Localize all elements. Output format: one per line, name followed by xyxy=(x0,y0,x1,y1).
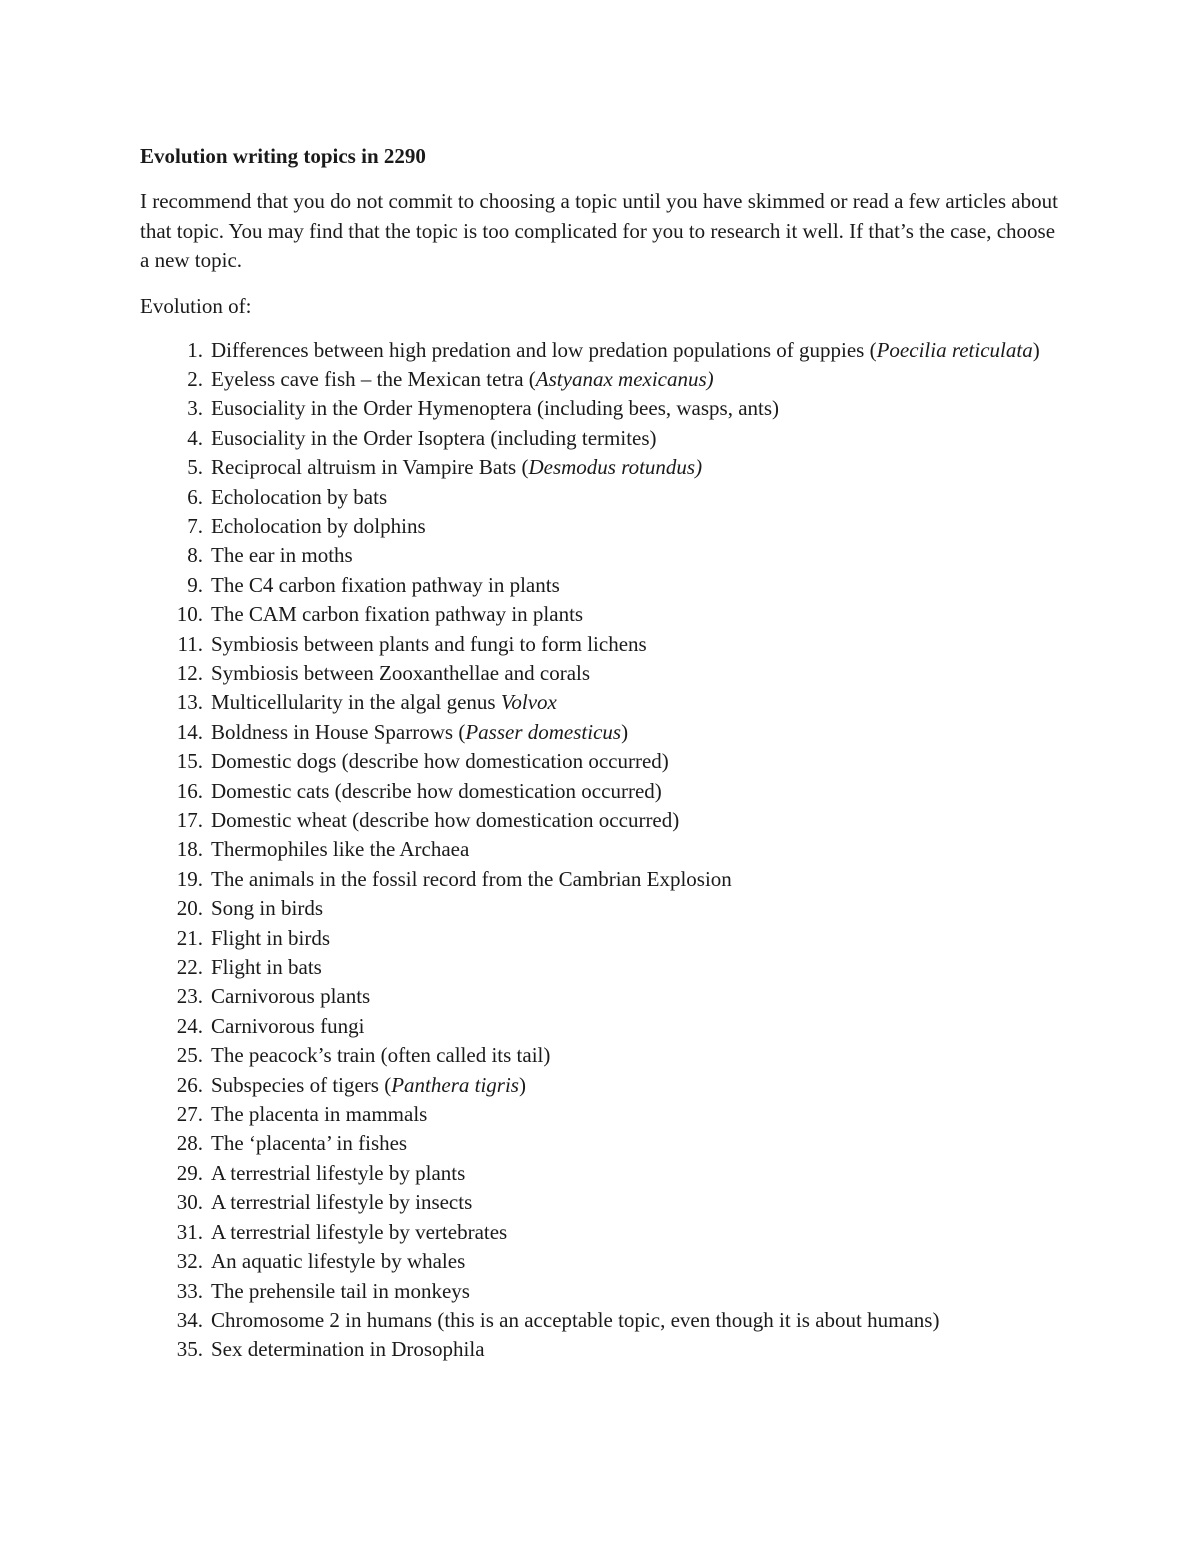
list-item-number: 15. xyxy=(176,749,203,774)
list-item-text: Domestic cats (describe how domestication occurred) xyxy=(211,778,662,803)
intro-paragraph: I recommend that you do not commit to choosing a topic until you have skimmed or read a few articles about that topic. You may find that the topic is too complicated for you to research it well. If that’s the case, choose a new topic. xyxy=(140,189,1058,272)
list-item-text: Domestic dogs (describe how domestication occurred) xyxy=(211,749,669,774)
list-item xyxy=(140,483,1060,512)
list-item xyxy=(140,424,1060,453)
list-item xyxy=(140,894,1060,923)
list-item-number: 13. xyxy=(176,690,203,715)
list-item-text: A terrestrial lifestyle by vertebrates xyxy=(211,1219,508,1244)
list-item-number: 34. xyxy=(176,1307,203,1332)
list-item xyxy=(140,865,1060,894)
list-item-number: 22. xyxy=(176,955,203,980)
list-item-text: Chromosome 2 in humans (this is an acceptable topic, even though it is about humans) xyxy=(211,1307,940,1332)
list-item xyxy=(140,953,1060,982)
list-item-text: ) xyxy=(518,1072,526,1097)
species-name: Astyanax mexicanus) xyxy=(535,366,714,391)
list-item-text: A terrestrial lifestyle by plants xyxy=(211,1160,466,1185)
list-item-number: 4. xyxy=(187,425,203,450)
list-item xyxy=(140,1071,1060,1100)
list-lead: Evolution of: xyxy=(140,293,252,318)
list-item xyxy=(140,1100,1060,1129)
species-name: Poecilia reticulata xyxy=(876,337,1033,362)
list-item-number: 31. xyxy=(176,1219,203,1244)
list-item xyxy=(140,688,1060,717)
list-item-number: 16. xyxy=(176,778,203,803)
list-item xyxy=(140,1188,1060,1217)
species-name: Passer domesticus xyxy=(465,719,622,744)
list-item-text: The ‘placenta’ in fishes xyxy=(211,1131,408,1156)
list-item xyxy=(140,806,1060,835)
list-item-text: Flight in bats xyxy=(211,955,322,980)
list-item-number: 27. xyxy=(176,1102,203,1127)
list-item xyxy=(140,1159,1060,1188)
list-item-number: 19. xyxy=(176,866,203,891)
list-item-text: Sex determination in Drosophila xyxy=(211,1337,485,1362)
list-item-text: Differences between high predation and low predation populations of guppies ( xyxy=(211,337,877,362)
list-item-number: 20. xyxy=(176,896,203,921)
list-item-text: The prehensile tail in monkeys xyxy=(211,1278,470,1303)
list-item-text: The CAM carbon fixation pathway in plants xyxy=(211,602,584,627)
list-item xyxy=(140,1041,1060,1070)
list-item-text: An aquatic lifestyle by whales xyxy=(211,1249,466,1274)
list-item-number: 35. xyxy=(176,1337,203,1362)
list-item xyxy=(140,336,1060,365)
list-item-number: 7. xyxy=(187,513,203,538)
list-item-number: 9. xyxy=(187,572,203,597)
list-item xyxy=(140,512,1060,541)
list-item xyxy=(140,571,1060,600)
list-item-number: 29. xyxy=(176,1160,203,1185)
list-item-number: 1. xyxy=(187,337,203,362)
list-item-number: 24. xyxy=(176,1013,203,1038)
list-item xyxy=(140,1247,1060,1276)
list-item-text: Boldness in House Sparrows ( xyxy=(211,719,466,744)
species-name: Volvox xyxy=(500,690,557,715)
list-item-number: 18. xyxy=(176,837,203,862)
list-item-text: Echolocation by bats xyxy=(211,484,388,509)
list-item-number: 26. xyxy=(176,1072,203,1097)
list-item-number: 21. xyxy=(176,925,203,950)
list-item-text: ) xyxy=(1032,337,1040,362)
list-item-text: The ear in moths xyxy=(211,543,353,568)
list-item xyxy=(140,1012,1060,1041)
topic-list xyxy=(140,336,1060,1365)
list-item xyxy=(140,1129,1060,1158)
list-item xyxy=(140,1218,1060,1247)
list-item xyxy=(140,630,1060,659)
list-item-text: Eusociality in the Order Hymenoptera (including bees, wasps, ants) xyxy=(211,396,780,421)
list-item-text: Multicellularity in the algal genus xyxy=(211,690,501,715)
document-page xyxy=(140,141,1060,1365)
list-item-number: 28. xyxy=(176,1131,203,1156)
list-item-text: Song in birds xyxy=(211,896,324,921)
list-item-text: The peacock’s train (often called its tail) xyxy=(211,1043,551,1068)
list-item xyxy=(140,394,1060,423)
list-item-text: The animals in the fossil record from the Cambrian Explosion xyxy=(211,866,732,891)
list-item-text: Domestic wheat (describe how domestication occurred) xyxy=(211,808,680,832)
list-item-text: Flight in birds xyxy=(211,925,331,950)
list-item-number: 2. xyxy=(187,366,203,391)
list-item xyxy=(140,1306,1060,1335)
list-item-number: 30. xyxy=(176,1190,203,1215)
list-item-text: Eusociality in the Order Isoptera (including termites) xyxy=(211,425,657,450)
list-item-text: The C4 carbon fixation pathway in plants xyxy=(211,572,560,597)
list-item xyxy=(140,659,1060,688)
list-item-text: Carnivorous fungi xyxy=(211,1013,365,1038)
species-name: Desmodus rotundus) xyxy=(528,455,703,480)
list-item-number: 14. xyxy=(176,719,203,744)
list-item xyxy=(140,1277,1060,1306)
list-item-number: 32. xyxy=(176,1249,203,1274)
list-item-number: 3. xyxy=(187,396,203,421)
list-item-text: Thermophiles like the Archaea xyxy=(211,837,470,862)
list-item xyxy=(140,600,1060,629)
list-item-number: 6. xyxy=(187,484,203,509)
list-item xyxy=(140,541,1060,570)
document-title: Evolution writing topics in 2290 xyxy=(140,144,426,168)
list-item xyxy=(140,924,1060,953)
list-item-text: ) xyxy=(621,719,629,744)
list-item-number: 8. xyxy=(187,543,203,568)
list-item xyxy=(140,453,1060,482)
list-item-text: Symbiosis between plants and fungi to form lichens xyxy=(211,631,647,656)
list-item-text: Echolocation by dolphins xyxy=(211,513,426,538)
list-item-text: Carnivorous plants xyxy=(211,984,371,1009)
list-item xyxy=(140,365,1060,394)
list-item-number: 33. xyxy=(176,1278,203,1303)
list-item-number: 25. xyxy=(176,1043,203,1068)
list-item-text: A terrestrial lifestyle by insects xyxy=(211,1190,473,1215)
list-item-text: Subspecies of tigers ( xyxy=(211,1072,392,1097)
list-item-text: The placenta in mammals xyxy=(211,1102,428,1127)
list-item xyxy=(140,982,1060,1011)
list-item-number: 23. xyxy=(176,984,203,1009)
list-item-text: Eyeless cave fish – the Mexican tetra ( xyxy=(211,366,536,391)
list-item-number: 12. xyxy=(176,660,203,685)
list-item-text: Reciprocal altruism in Vampire Bats ( xyxy=(211,455,529,480)
list-item-text: Symbiosis between Zooxanthellae and corals xyxy=(211,660,591,685)
list-item xyxy=(140,747,1060,776)
list-item xyxy=(140,1335,1060,1364)
list-item xyxy=(140,835,1060,864)
list-item xyxy=(140,777,1060,806)
list-item xyxy=(140,718,1060,747)
list-item-number: 17. xyxy=(176,808,203,832)
list-item-number: 5. xyxy=(187,455,203,480)
list-item-number: 11. xyxy=(177,631,203,656)
species-name: Panthera tigris xyxy=(391,1072,519,1097)
list-item-number: 10. xyxy=(176,602,203,627)
